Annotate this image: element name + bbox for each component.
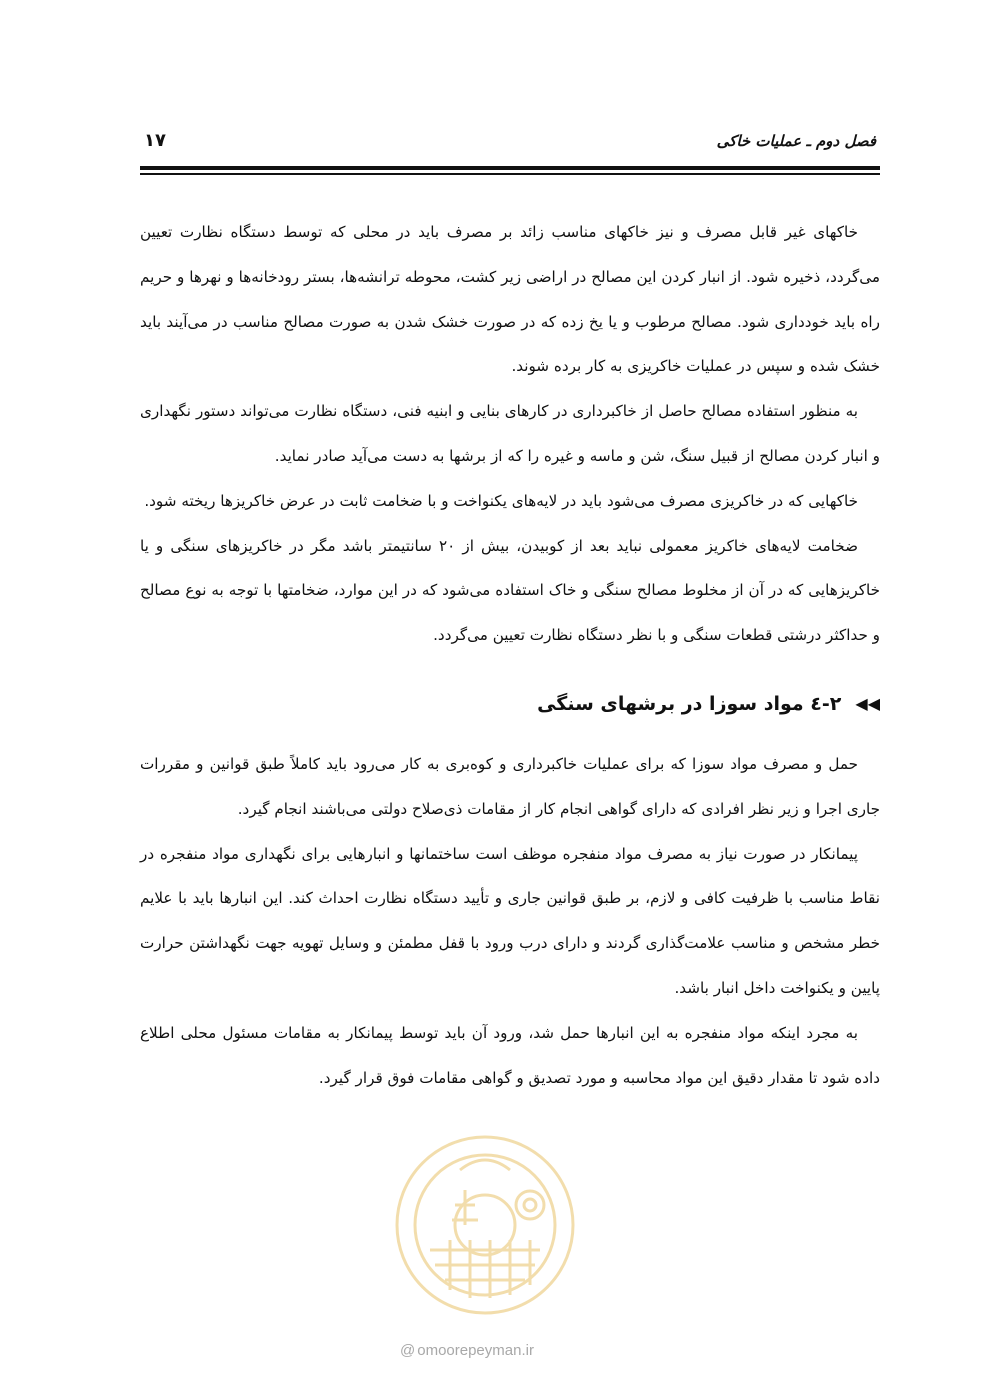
watermark-logo	[390, 1130, 580, 1320]
page-number: ۱۷	[144, 130, 166, 151]
section-marker-icon: ◀◀	[855, 694, 880, 714]
watermark-url-text: omoorepeyman.ir	[417, 1342, 534, 1359]
watermark-url	[400, 1342, 600, 1359]
header-rule-thick	[140, 166, 880, 170]
paragraph-explosives-report: به مجرد اینکه مواد منفجره به این انبارها حمل شد، ورود آن باید توسط پیمانکار به مقامات مسئول محلی اطلاع داده شود تا مقدار دقیق این مواد محاسبه و مورد تصدیق و گواهی مقامات فوق قرار گیرد.	[140, 1023, 880, 1087]
header-rule-thin	[140, 173, 880, 175]
paragraph-explosives-storage: پیمانکار در صورت نیاز به مصرف مواد منفجره موظف است ساختمانها و انبارهایی برای نگهداری مواد منفجره در نقاط مناسب با ظرفیت کافی و لازم، بر طبق قوانین جاری و تأیید دستگاه نظارت احداث کند. این انبارها باید با علایم خطر مشخص و مناسب علامت‌گذاری گردند و دارای درب ورود با قفل مطمئن و وسایل تهویه جهت نگهداشتن حرارت پایین و یکنواخت داخل انبار باشد.	[140, 844, 880, 997]
at-icon: @	[400, 1342, 416, 1359]
section-heading	[140, 684, 880, 724]
paragraph-reuse: به منظور استفاده مصالح حاصل از خاکبرداری در کارهای بنایی و ابنیه فنی، دستگاه نظارت می‌تواند دستور نگهداری و انبار کردن مصالح از قبیل سنگ، شن و ماسه و غیره را که از برشها به دست می‌آید صادر نماید.	[140, 402, 880, 465]
paragraph-explosives-use: حمل و مصرف مواد سوزا که برای عملیات خاکبرداری و کوه‌بری به کار می‌رود باید کاملاً طبق قوانین و مقررات جاری اجرا و زیر نظر افرادی که دارای گواهی انجام کار از مقامات ذی‌صلاح دولتی می‌باشند انجام گیرد.	[140, 754, 880, 818]
chapter-title: فصل دوم ـ عملیات خاکی	[716, 132, 876, 150]
section-title: ۲-٤ مواد سوزا در برشهای سنگی	[537, 692, 842, 715]
paragraph-layers: خاکهایی که در خاکریزی مصرف می‌شود باید در لایه‌های یکنواخت و با ضخامت ثابت در عرض خاکریزها ریخته شود.	[144, 491, 858, 510]
running-header	[144, 128, 876, 158]
body-text	[140, 210, 880, 1100]
paragraph-storage: خاکهای غیر قابل مصرف و نیز خاکهای مناسب زائد بر مصرف باید در محلی که توسط دستگاه نظارت تعیین می‌گردد، ذخیره شود. از انبار کردن این مصالح در اراضی زیر کشت، محوطه ترانشه‌ها، بستر رودخانه‌ها و نهرها و حریم راه باید خودداری شود. مصالح مرطوب و یا یخ زده که در صورت خشک شدن به صورت مصالح مناسب در می‌آیند باید خشک شده و سپس در عملیات خاکریزی به کار برده شوند.	[140, 223, 880, 376]
paragraph-thickness: ضخامت لایه‌های خاکریز معمولی نباید بعد از کوبیدن، بیش از ۲۰ سانتیمتر باشد مگر در خاکریزهای سنگی و یا خاکریزهایی که در آن از مخلوط مصالح سنگی و خاک استفاده می‌شود که در این موارد، ضخامتها با توجه به نوع مصالح و حداکثر درشتی قطعات سنگی و با نظر دستگاه نظارت تعیین می‌گردد.	[140, 536, 880, 645]
